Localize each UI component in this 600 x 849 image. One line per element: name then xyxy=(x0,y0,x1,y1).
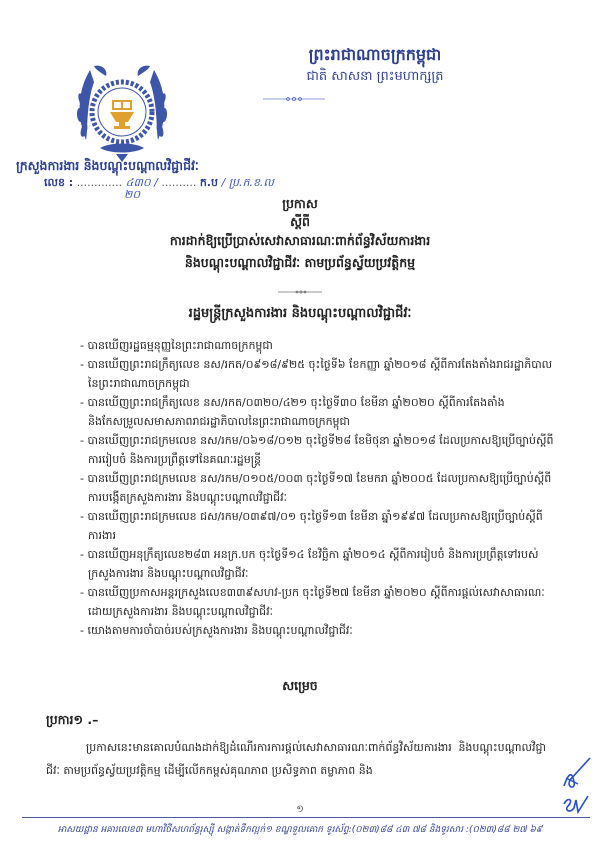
reference-label: លេខ : xyxy=(44,176,74,189)
list-item: - បានឃើញព្រះរាជក្រឹត្យលេខ នស/រកត/០៣២០/៤២១ ចុះថ្ងៃទី៣០ ខែមីនា ឆ្នាំ២០២០ ស្តីពីការតែងតាំង និងកែសម្រួលសមាសភាពរាជរដ្ឋាភិបាលនៃព្រះរាជាណាចក្រកម្ពុជា xyxy=(80,396,505,428)
handwritten-number: ៤៣០ xyxy=(125,176,151,189)
footer-address: អាសយដ្ឋាន អគារលេខ៣ មហាវិថីសហព័ន្ធរុស្ស៊ី សង្កាត់ទឹកល្អក់១ ខណ្ឌទួលគោក ទូរស័ព្ទ:(០២៣)៨៨ ៤៣ ៧៨ និងទូរសារ :(០២៣)៨៨ ២៧ ៦៩ xyxy=(57,825,543,835)
article-body: ប្រកាសនេះមានគោលបំណងដាក់ឱ្យដំណើរការការផ្តល់សេវាសាធារណៈពាក់ព័ន្ធវិស័យការងារ និងបណ្តុះបណ្តាលវិជ្ជាជីវៈ តាមប្រព័ន្ធស្វ័យប្រវត្តិកម្ម ដើម្បីលើកកម្ពស់គុណភាព ប្រសិទ្ធភាព តម្លាភាព និង xyxy=(46,741,546,777)
list-item: - បានឃើញព្រះរាជក្រមលេខ នស/រកម/០៦១៨/០១២ ចុះថ្ងៃទី២៨ ខែមិថុនា ឆ្នាំ២០១៨ ដែលប្រកាសឱ្យប្រើច្បាប់ស្តីពីការរៀបចំ និងការប្រព្រឹត្តទៅនៃគណៈរដ្ឋមន្ត្រី xyxy=(80,434,554,466)
page-number: ១ xyxy=(296,804,304,815)
initial-signature-icon xyxy=(560,756,592,792)
minister-heading: រដ្ឋមន្ត្រីក្រសួងការងារ និងបណ្តុះបណ្តាលវិជ្ជាជីវៈ xyxy=(188,306,412,321)
reference-code: ប្រ.ក.ខ.ល xyxy=(228,176,274,189)
footer-divider xyxy=(22,817,590,818)
considerations-list xyxy=(80,336,558,640)
list-item: - បានឃើញប្រកាសអន្តរក្រសួងលេខ៣៣៩សហវ-ប្រក ចុះថ្ងៃទី២៧ ខែមីនា ឆ្នាំ២០២០ ស្តីពីការផ្តល់សេវាសាធារណៈដោយក្រសួងការងារ និងបណ្តុះបណ្តាលវិជ្ជាជីវៈ xyxy=(80,586,545,618)
reference-suffix: ក.ប xyxy=(199,176,218,189)
subject-line-2: និងបណ្តុះបណ្តាលវិជ្ជាជីវៈ តាមប្រព័ន្ធស្វ័យប្រវត្តិកម្ម xyxy=(184,255,416,270)
list-item: - យោងតាមការចាំបាច់របស់ក្រសួងការងារ និងបណ្តុះបណ្តាលវិជ្ជាជីវៈ xyxy=(80,624,353,637)
list-item: - បានឃើញអនុក្រឹត្យលេខ២៨៣ អនក្រ.បក ចុះថ្ងៃទី១៤ ខែវិច្ឆិកា ឆ្នាំ២០១៤ ស្តីពីការរៀបចំ និងការប្រព្រឹត្តទៅរបស់ក្រសួងការងារ និងបណ្តុះបណ្តាលវិជ្ជាជីវៈ xyxy=(80,548,539,580)
article-label: ប្រការ១ .– xyxy=(46,712,99,727)
list-item: - បានឃើញព្រះរាជក្រមលេខ នស/រកម/០១០៥/០០៣ ចុះថ្ងៃទី១៧ ខែមករា ឆ្នាំ២០០៥ ដែលប្រកាសឱ្យប្រើច្បាប់ស្តីពីការបង្កើតក្រសួងការងារ និងបណ្តុះបណ្តាលវិជ្ជាជីវៈ xyxy=(80,472,552,504)
dotted-leader: ............. xyxy=(76,176,123,189)
kingdom-title: ព្រះរាជាណាចក្រកម្ពុជា xyxy=(308,45,442,64)
list-item: - បានឃើញព្រះរាជក្រមលេខ ជស/រកម/០៣៩៧/០១ ចុះថ្ងៃទី១៣ ខែមីនា ឆ្នាំ១៩៩៧ ដែលប្រកាសឱ្យប្រើច្បាប់ស្តីពីការងារ xyxy=(80,510,543,542)
slash-separator: / xyxy=(221,176,226,189)
decides-heading: សម្រេច xyxy=(282,678,318,693)
ornament-divider-icon xyxy=(278,290,322,294)
handwritten-year: ២០ xyxy=(124,188,141,201)
ministry-emblem-icon xyxy=(72,60,172,170)
slash-separator: / xyxy=(154,176,158,189)
subject-line-1: ការដាក់ឱ្យប្រើប្រាស់សេវាសាធារណៈពាក់ព័ន្ធវិស័យការងារ xyxy=(169,233,431,248)
dotted-leader: .......... xyxy=(161,176,197,189)
document-about: ស្តីពី xyxy=(290,214,310,229)
ministry-name: ក្រសួងការងារ និងបណ្តុះបណ្តាលវិជ្ជាជីវៈ xyxy=(16,158,199,173)
document-type: ប្រកាស xyxy=(282,196,318,211)
reference-number xyxy=(44,176,274,201)
ornament-divider-icon xyxy=(263,96,325,102)
list-item: - បានឃើញព្រះរាជក្រឹត្យលេខ នស/រកត/០៩១៨/៩២៥ ចុះថ្ងៃទី៦ ខែកញ្ញា ឆ្នាំ២០១៨ ស្តីពីការតែងតាំងរាជរដ្ឋាភិបាល នៃព្រះរាជាណាចក្រកម្ពុជា xyxy=(80,358,553,390)
list-item: - បានឃើញរដ្ឋធម្មនុញ្ញនៃព្រះរាជាណាចក្រកម្ពុជា xyxy=(80,339,273,352)
national-motto: ជាតិ សាសនា ព្រះមហាក្សត្រ xyxy=(306,69,444,84)
